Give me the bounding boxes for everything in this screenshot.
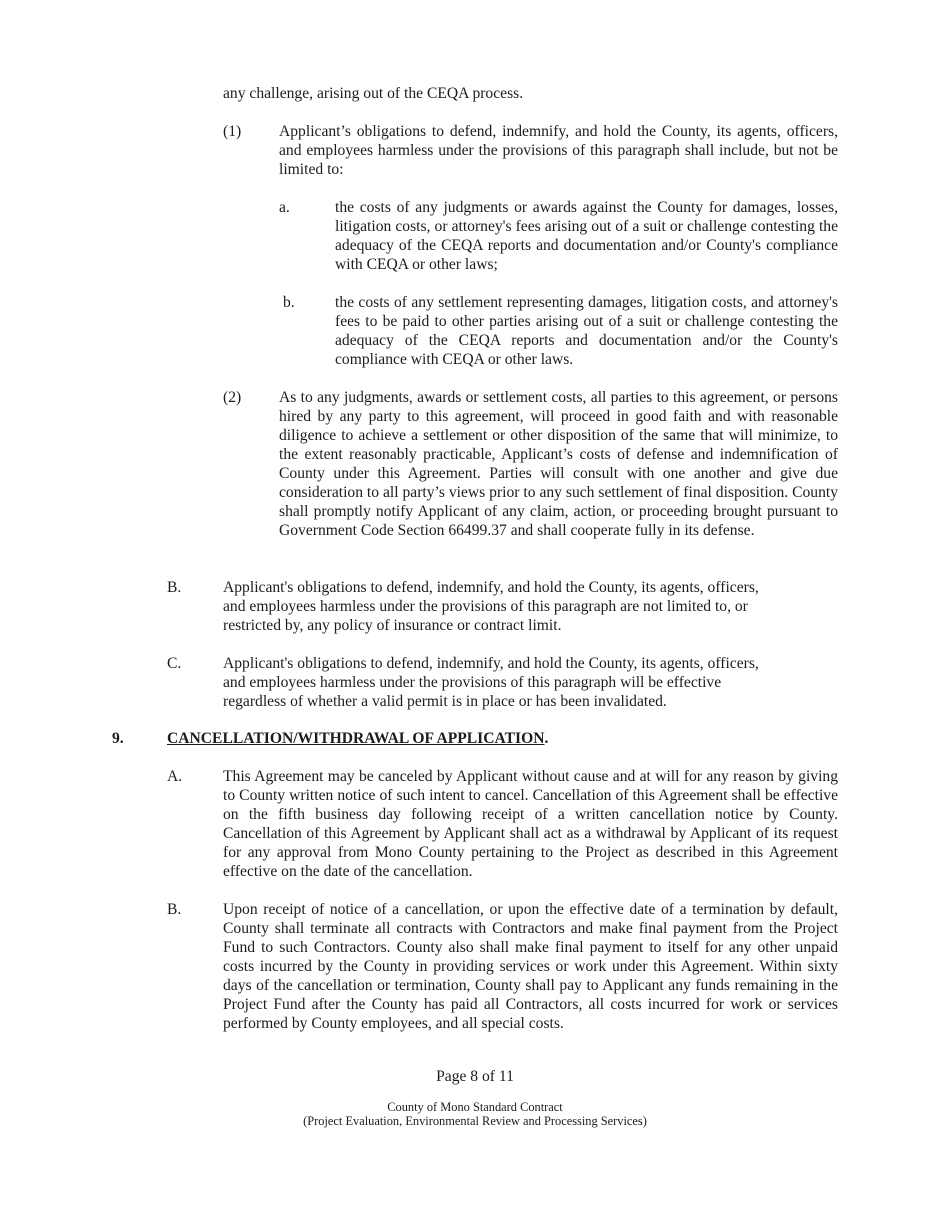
footer-line-1: County of Mono Standard Contract — [387, 1100, 563, 1114]
item-2-text: As to any judgments, awards or settlement costs, all parties to this agreement, or persons hired by any party to this agreement, will proceed in good faith and with reasonable diligence to achieve a settlement or other disposition of the same that will minimize, to the extent reasonably practicable, Applicant’s costs of defense and indemnification of County under this Agreement. Parties will consult with one another and give due consideration to all party’s views prior to any such settlement of final disposition. County shall promptly notify Applicant of any claim, action, or proceeding brought pursuant to Government Code Section 66499.37 and shall cooperate fully in its defense. — [279, 389, 838, 539]
footer-line-2: (Project Evaluation, Environmental Review and Processing Services) — [303, 1114, 647, 1128]
item-b-label: B. — [167, 579, 182, 596]
item-2-label: (2) — [223, 389, 242, 406]
intro-line: any challenge, arising out of the CEQA process. — [223, 85, 524, 102]
item-1a-label: a. — [279, 199, 290, 216]
section-9-item-b-text: Upon receipt of notice of a cancellation, or upon the effective date of a termination by default, County shall terminate all contracts with Contractors and make final payment from the Project Fund to such Contractors. County also shall make final payment to itself for any other unpaid costs incurred by the County in providing services or work under this Agreement. Within sixty days of the cancellation or termination, County shall pay to Applicant any funds remaining in the Project Fund after the County has paid all Contractors, all costs incurred for work or services performed by County employees, and all special costs. — [223, 901, 838, 1032]
section-9-title: CANCELLATION/WITHDRAWAL OF APPLICATION — [167, 730, 545, 747]
item-1-text: Applicant’s obligations to defend, indemnify, and hold the County, its agents, officers, and employees harmless under the provisions of this paragraph shall include, but not be limited to: — [279, 123, 838, 178]
item-b-line: and employees harmless under the provisions of this paragraph are not limited to, or — [223, 598, 748, 615]
item-b-text — [223, 578, 843, 635]
item-c-label: C. — [167, 655, 182, 672]
item-1a-text: the costs of any judgments or awards against the County for damages, losses, litigation costs, or attorney's fees arising out of a suit or challenge contesting the adequacy of the CEQA reports and documentation and/or County's compliance with CEQA or other laws; — [335, 199, 838, 273]
item-c-line: regardless of whether a valid permit is in place or has been invalidated. — [223, 693, 667, 710]
item-1b-label: b. — [283, 294, 295, 311]
item-1-label: (1) — [223, 123, 242, 140]
section-9-item-b-label: B. — [167, 901, 182, 918]
item-c-line: and employees harmless under the provisions of this paragraph will be effective — [223, 674, 722, 691]
section-9-item-a-text: This Agreement may be canceled by Applicant without cause and at will for any reason by giving to County written notice of such intent to cancel. Cancellation of this Agreement shall be effective on the fifth business day following receipt of a written cancellation notice by County. Cancellation of this Agreement by Applicant shall act as a withdrawal by Applicant of its request for any approval from Mono County pertaining to the Project as described in this Agreement effective on the date of the cancellation. — [223, 768, 838, 880]
section-9-item-a-label: A. — [167, 768, 183, 785]
section-9-title-period: . — [544, 730, 549, 747]
page-number: Page 8 of 11 — [436, 1068, 514, 1085]
item-c-text — [223, 654, 843, 711]
item-b-line: restricted by, any policy of insurance or contract limit. — [223, 617, 562, 634]
section-9-heading — [167, 729, 548, 748]
section-9-number: 9. — [112, 730, 124, 747]
item-1b-text: the costs of any settlement representing damages, litigation costs, and attorney's fees to be paid to other parties arising out of a suit or challenge contesting the adequacy of the CEQA reports and documentation and/or the County's compliance with CEQA or other laws. — [335, 294, 838, 368]
item-b-line: Applicant's obligations to defend, indemnify, and hold the County, its agents, officers, — [223, 579, 759, 596]
item-c-line: Applicant's obligations to defend, indemnify, and hold the County, its agents, officers, — [223, 655, 759, 672]
